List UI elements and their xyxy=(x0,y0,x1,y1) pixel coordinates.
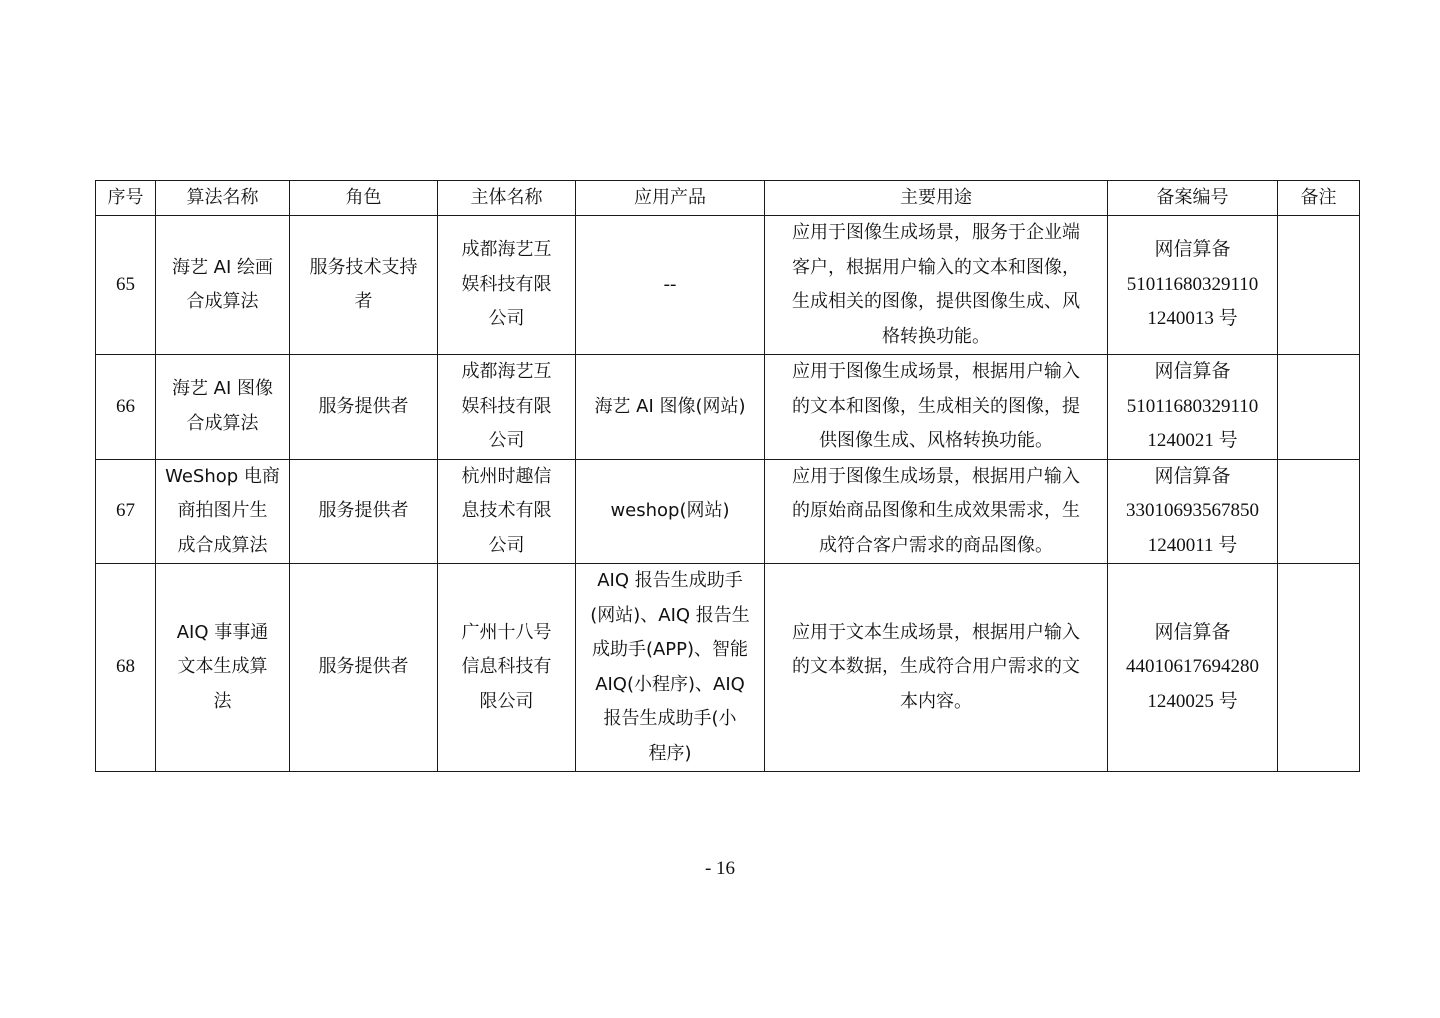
row-remark xyxy=(1278,564,1360,772)
table-row xyxy=(96,564,1360,772)
page-number: - 16 xyxy=(704,858,736,879)
row-product: AIQ 报告生成助手 (网站)、AIQ 报告生 成助手(APP)、智能 AIQ(小程序)、AIQ 报告生成助手(小 程序) xyxy=(576,564,765,772)
row-no: 66 xyxy=(96,355,156,460)
row-purpose: 应用于图像生成场景，根据用户输入 的原始商品图像和生成效果需求，生 成符合客户需求的商品图像。 xyxy=(765,459,1108,564)
row-algorithm: AIQ 事事通 文本生成算 法 xyxy=(156,564,290,772)
row-remark xyxy=(1278,459,1360,564)
row-purpose: 应用于文本生成场景，根据用户输入 的文本数据，生成符合用户需求的文 本内容。 xyxy=(765,564,1108,772)
row-role: 服务技术支持 者 xyxy=(290,216,438,355)
header-entity: 主体名称 xyxy=(438,181,576,216)
header-product: 应用产品 xyxy=(576,181,765,216)
algorithm-filing-table xyxy=(95,180,1360,772)
header-remark: 备注 xyxy=(1278,181,1360,216)
row-purpose: 应用于图像生成场景，服务于企业端 客户，根据用户输入的文本和图像， 生成相关的图像，提供图像生成、风 格转换功能。 xyxy=(765,216,1108,355)
row-product: weshop(网站) xyxy=(576,459,765,564)
row-filing-number: 网信算备 44010617694280 1240025 号 xyxy=(1108,564,1278,772)
row-entity: 成都海艺互 娱科技有限 公司 xyxy=(438,216,576,355)
row-role: 服务提供者 xyxy=(290,355,438,460)
header-no: 序号 xyxy=(96,181,156,216)
row-filing-number: 网信算备 33010693567850 1240011 号 xyxy=(1108,459,1278,564)
table-row xyxy=(96,355,1360,460)
row-filing-number: 网信算备 51011680329110 1240021 号 xyxy=(1108,355,1278,460)
row-remark xyxy=(1278,355,1360,460)
header-algorithm: 算法名称 xyxy=(156,181,290,216)
table-row xyxy=(96,216,1360,355)
row-entity: 广州十八号 信息科技有 限公司 xyxy=(438,564,576,772)
header-purpose: 主要用途 xyxy=(765,181,1108,216)
row-algorithm: WeShop 电商 商拍图片生 成合成算法 xyxy=(156,459,290,564)
row-entity: 杭州时趣信 息技术有限 公司 xyxy=(438,459,576,564)
row-no: 67 xyxy=(96,459,156,564)
row-algorithm: 海艺 AI 绘画 合成算法 xyxy=(156,216,290,355)
row-entity: 成都海艺互 娱科技有限 公司 xyxy=(438,355,576,460)
table-header-row xyxy=(96,181,1360,216)
row-product: -- xyxy=(576,216,765,355)
row-role: 服务提供者 xyxy=(290,564,438,772)
row-filing-number: 网信算备 51011680329110 1240013 号 xyxy=(1108,216,1278,355)
row-no: 68 xyxy=(96,564,156,772)
row-no: 65 xyxy=(96,216,156,355)
row-role: 服务提供者 xyxy=(290,459,438,564)
header-filing: 备案编号 xyxy=(1108,181,1278,216)
row-purpose: 应用于图像生成场景，根据用户输入 的文本和图像，生成相关的图像，提 供图像生成、风格转换功能。 xyxy=(765,355,1108,460)
table-row xyxy=(96,459,1360,564)
row-algorithm: 海艺 AI 图像 合成算法 xyxy=(156,355,290,460)
row-product: 海艺 AI 图像(网站) xyxy=(576,355,765,460)
header-role: 角色 xyxy=(290,181,438,216)
row-remark xyxy=(1278,216,1360,355)
